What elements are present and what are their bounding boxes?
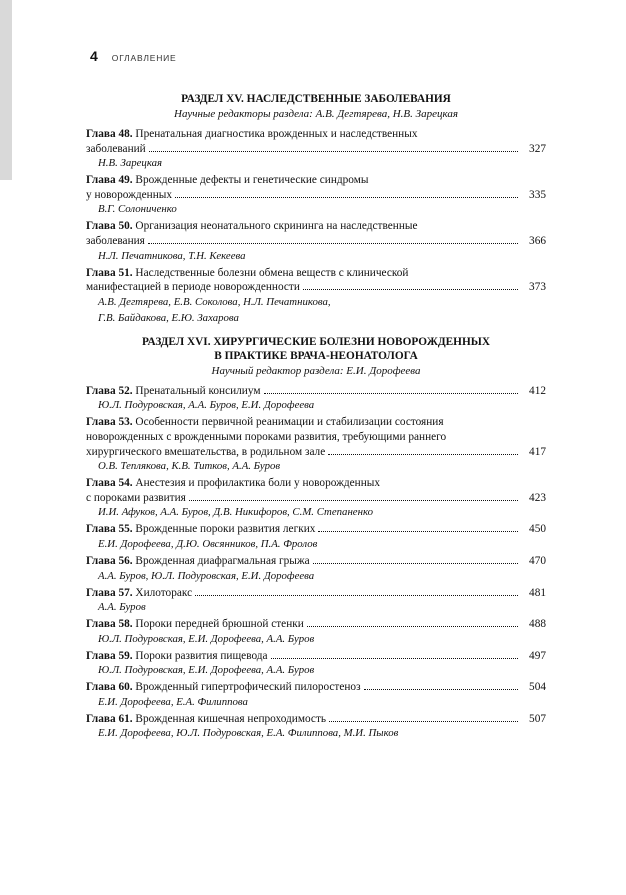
- toc-entry-title-line-2: [86, 430, 546, 445]
- toc-entry-chapter-58[interactable]: [86, 617, 546, 646]
- toc-entry-chapter-57[interactable]: [86, 586, 546, 615]
- chapter-label: Глава 61.: [86, 712, 133, 725]
- chapter-title-part-2: манифестацией в периоде новорожденности: [86, 281, 300, 294]
- toc-entry-title-line: [86, 173, 546, 188]
- toc-content: [86, 82, 546, 743]
- toc-entry-title-line: [86, 219, 546, 234]
- leader-dots: [329, 712, 518, 721]
- page-ref[interactable]: 327: [529, 142, 546, 155]
- section-xv: [86, 92, 546, 325]
- chapter-authors: В.Г. Солониченко: [98, 203, 177, 216]
- page-ref[interactable]: 335: [529, 188, 546, 201]
- chapter-label: Глава 53.: [86, 416, 133, 429]
- chapter-title-part-1: Наследственные болезни обмена веществ с клинической: [135, 266, 409, 279]
- chapter-label: Глава 49.: [86, 174, 133, 187]
- chapter-label: Глава 59.: [86, 649, 133, 662]
- chapter-authors: Ю.Л. Подуровская, Е.И. Дорофеева, А.А. Буров: [98, 664, 315, 677]
- toc-entry-last-line: [86, 280, 546, 295]
- leader-dots: [189, 491, 518, 500]
- leader-dots: [149, 142, 518, 151]
- toc-entry-last-line: [86, 491, 546, 506]
- page-edge-bleed: [0, 0, 12, 180]
- toc-entry-last-line: [86, 522, 546, 537]
- chapter-label: Глава 52.: [86, 384, 133, 397]
- chapter-title-part-1: Врожденные дефекты и генетические синдромы: [135, 174, 369, 187]
- chapter-authors: И.И. Афуков, А.А. Буров, Д.В. Никифоров, С.М. Степаненко: [98, 506, 373, 519]
- toc-entry-chapter-61[interactable]: [86, 712, 546, 741]
- toc-entry-chapter-48[interactable]: [86, 127, 546, 170]
- toc-entry-last-line: [86, 445, 546, 460]
- section-xv-heading-line-1: РАЗДЕЛ XV. НАСЛЕДСТВЕННЫЕ ЗАБОЛЕВАНИЯ: [181, 93, 451, 105]
- page-ref[interactable]: 366: [529, 234, 546, 247]
- chapter-title-part-2: у новорожденных: [86, 188, 172, 201]
- chapter-label: Глава 55.: [86, 523, 133, 536]
- section-xvi-heading: [86, 335, 546, 363]
- toc-entry-title-line: [86, 476, 546, 491]
- toc-entry-last-line: [86, 384, 546, 399]
- toc-entry-chapter-56[interactable]: [86, 554, 546, 583]
- page-ref[interactable]: 504: [529, 681, 546, 694]
- chapter-title-part-1: Врожденный гипертрофический пилоростеноз: [135, 681, 361, 694]
- toc-entry-chapter-55[interactable]: [86, 522, 546, 551]
- toc-entry-chapter-51[interactable]: [86, 266, 546, 325]
- page-ref[interactable]: 450: [529, 523, 546, 536]
- chapter-title-part-1: Врожденная диафрагмальная грыжа: [135, 554, 310, 567]
- toc-entry-title-line: [86, 415, 546, 430]
- chapter-label: Глава 58.: [86, 618, 133, 631]
- chapter-label: Глава 50.: [86, 220, 133, 233]
- running-title: ОГЛАВЛЕНИЕ: [111, 53, 177, 63]
- chapter-title-part-1: Организация неонатального скрининга на наследственные: [135, 220, 418, 233]
- section-xvi-editors: Научный редактор раздела: Е.И. Дорофеева: [211, 364, 421, 377]
- leader-dots: [328, 445, 518, 454]
- page-ref[interactable]: 373: [529, 281, 546, 294]
- chapter-title-part-1: Хилоторакс: [135, 586, 193, 599]
- chapter-heading: [86, 554, 310, 569]
- page-ref[interactable]: 412: [529, 384, 546, 397]
- toc-entry-last-line: [86, 234, 546, 249]
- chapter-authors: Е.И. Дорофеева, Ю.Л. Подуровская, Е.А. Филиппова, М.И. Пыков: [98, 727, 399, 740]
- chapter-label: Глава 51.: [86, 266, 133, 279]
- page-ref[interactable]: 423: [529, 491, 546, 504]
- page-ref[interactable]: 481: [529, 586, 546, 599]
- chapter-heading: [86, 586, 192, 601]
- chapter-title-part-1: Врожденная кишечная непроходимость: [135, 712, 327, 725]
- chapter-label: Глава 56.: [86, 554, 133, 567]
- toc-entry-chapter-50[interactable]: [86, 219, 546, 262]
- chapter-authors: Ю.Л. Подуровская, Е.И. Дорофеева, А.А. Буров: [98, 632, 315, 645]
- page-ref[interactable]: 497: [529, 649, 546, 662]
- toc-entry-chapter-53[interactable]: [86, 415, 546, 473]
- section-xvi: [86, 335, 546, 741]
- section-xv-editors: Научные редакторы раздела: А.В. Дегтярева, Н.В. Зарецкая: [174, 108, 458, 120]
- toc-entry-last-line: [86, 680, 546, 695]
- toc-entry-last-line: [86, 649, 546, 664]
- chapter-title-part-1: Пороки развития пищевода: [135, 649, 268, 662]
- chapter-heading: [86, 712, 326, 727]
- page-ref[interactable]: 488: [529, 618, 546, 631]
- chapter-title-part-1: Анестезия и профилактика боли у новорожденных: [135, 477, 380, 490]
- page-ref[interactable]: 417: [529, 445, 546, 458]
- toc-entry-chapter-60[interactable]: [86, 680, 546, 709]
- toc-entry-chapter-49[interactable]: [86, 173, 546, 216]
- chapter-authors: А.А. Буров: [98, 601, 146, 614]
- chapter-heading: [86, 522, 315, 537]
- leader-dots: [307, 618, 518, 627]
- chapter-authors: А.В. Дегтярева, Е.В. Соколова, Н.Л. Печатникова,: [98, 295, 331, 308]
- leader-dots: [195, 586, 518, 595]
- chapter-label: Глава 57.: [86, 586, 133, 599]
- toc-entry-last-line: [86, 617, 546, 632]
- chapter-authors: Ю.Л. Подуровская, А.А. Буров, Е.И. Дорофеева: [98, 399, 315, 412]
- chapter-label: Глава 60.: [86, 681, 133, 694]
- chapter-title-part-2: новорожденных с врожденными пороками развития, требующими раннего: [86, 430, 447, 443]
- leader-dots: [364, 681, 518, 690]
- leader-dots: [303, 281, 518, 290]
- chapter-authors: Е.И. Дорофеева, Е.А. Филиппова: [98, 695, 248, 708]
- page-header: [90, 48, 177, 64]
- chapter-heading: [86, 384, 261, 399]
- page-ref[interactable]: 507: [529, 712, 546, 725]
- leader-dots: [148, 235, 518, 244]
- section-xvi-heading-line-1: РАЗДЕЛ XVI. ХИРУРГИЧЕСКИЕ БОЛЕЗНИ НОВОРОЖДЕННЫХ: [141, 335, 491, 348]
- chapter-authors: Н.Л. Печатникова, Т.Н. Кекеева: [98, 249, 246, 262]
- section-xv-heading: [86, 92, 546, 106]
- leader-dots: [175, 188, 518, 197]
- chapter-heading: [86, 649, 268, 664]
- chapter-authors: Е.И. Дорофеева, Д.Ю. Овсянников, П.А. Фролов: [98, 537, 318, 550]
- toc-entry-chapter-59[interactable]: [86, 649, 546, 678]
- chapter-title-part-3: хирургического вмешательства, в родильном зале: [86, 445, 326, 458]
- toc-entry-title-line: [86, 127, 546, 142]
- leader-dots: [318, 523, 518, 532]
- toc-entry-last-line: [86, 712, 546, 727]
- chapter-title-part-2: с пороками развития: [86, 491, 186, 504]
- chapter-heading: [86, 680, 361, 695]
- chapter-authors-cont: Г.В. Байдакова, Е.Ю. Захарова: [98, 311, 239, 324]
- page-number: 4: [90, 48, 98, 64]
- chapter-title-part-2: заболеваний: [86, 142, 146, 155]
- chapter-label: Глава 54.: [86, 477, 133, 490]
- toc-entry-last-line: [86, 554, 546, 569]
- toc-entry-last-line: [86, 188, 546, 203]
- chapter-authors: А.А. Буров, Ю.Л. Подуровская, Е.И. Дорофеева: [98, 569, 315, 582]
- chapter-title-part-1: Пренатальная диагностика врожденных и наследственных: [135, 128, 418, 140]
- leader-dots: [271, 649, 518, 658]
- toc-entry-chapter-54[interactable]: [86, 476, 546, 519]
- leader-dots: [264, 384, 519, 393]
- chapter-authors: О.В. Теплякова, К.В. Титков, А.А. Буров: [98, 460, 281, 473]
- section-xvi-heading-line-2: В ПРАКТИКЕ ВРАЧА-НЕОНАТОЛОГА: [214, 349, 418, 362]
- chapter-title-part-2: заболевания: [86, 234, 145, 247]
- chapter-heading: [86, 617, 304, 632]
- chapter-title-part-1: Пороки передней брюшной стенки: [135, 618, 304, 631]
- toc-entry-title-line: [86, 266, 546, 281]
- chapter-title-part-1: Врожденные пороки развития легких: [135, 523, 316, 536]
- leader-dots: [313, 554, 518, 563]
- chapter-title-part-1: Пренатальный консилиум: [135, 384, 261, 397]
- toc-entry-last-line: [86, 586, 546, 601]
- page-ref[interactable]: 470: [529, 554, 546, 567]
- chapter-authors: Н.В. Зарецкая: [98, 157, 163, 170]
- toc-entry-last-line: [86, 142, 546, 157]
- chapter-title-part-1: Особенности первичной реанимации и стабилизации состояния: [135, 416, 444, 429]
- chapter-label: Глава 48.: [86, 128, 133, 140]
- toc-entry-chapter-52[interactable]: [86, 384, 546, 413]
